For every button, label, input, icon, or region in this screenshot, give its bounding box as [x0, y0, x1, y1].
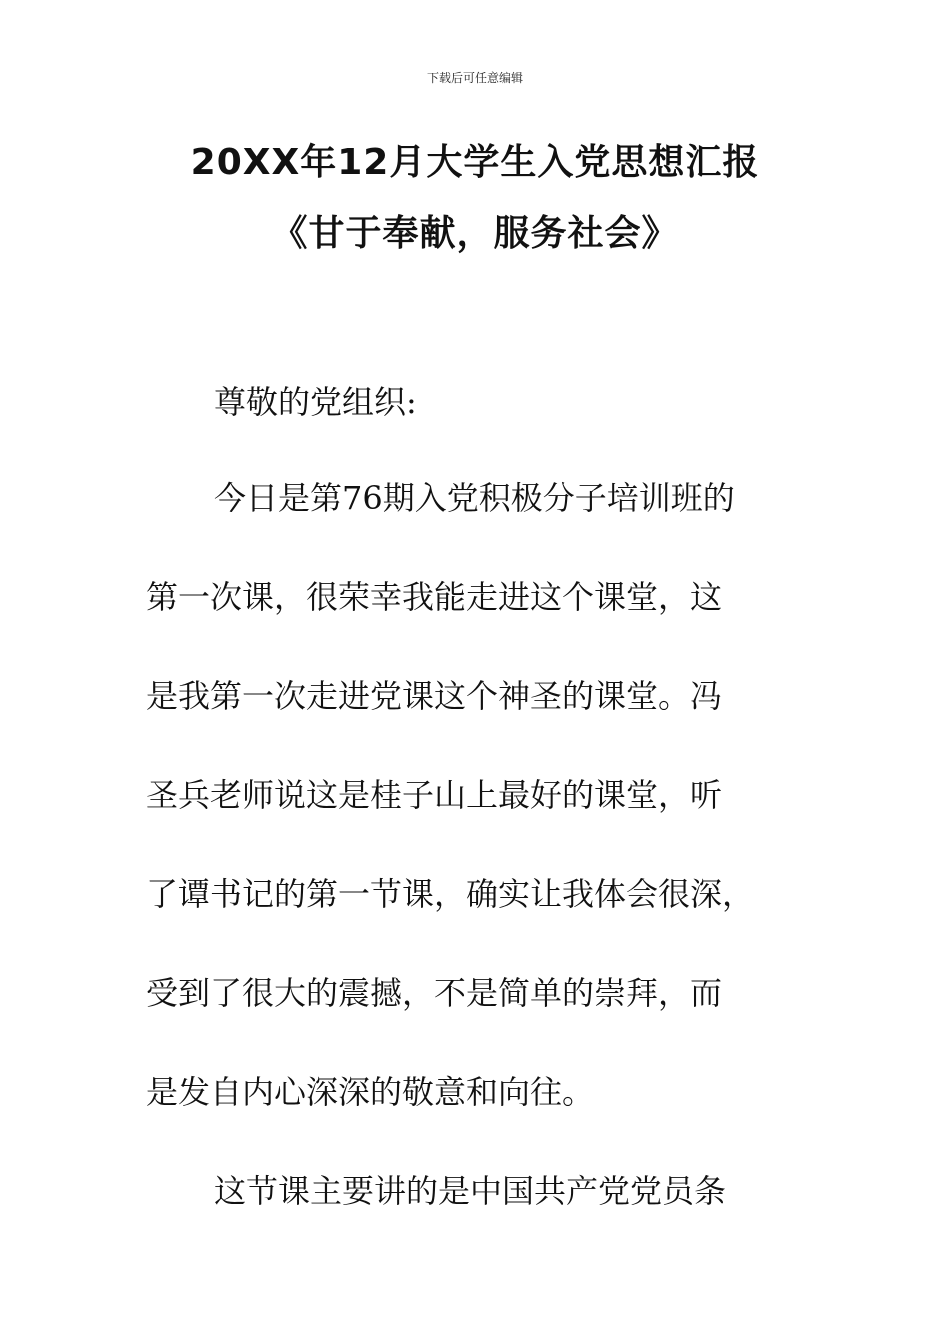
paragraph-line: 第一次课，很荣幸我能走进这个课堂，这: [146, 578, 723, 616]
document-title-line-2: 《甘于奉献，服务社会》: [271, 213, 679, 254]
paragraph-line: 了谭书记的第一节课，确实让我体会很深，: [146, 875, 755, 913]
document-title-line-1: 20XX年12月大学生入党思想汇报: [190, 142, 760, 183]
paragraph-line: 圣兵老师说这是桂子山上最好的课堂，听: [146, 776, 723, 814]
paragraph-line: 受到了很大的震撼，不是简单的崇拜，而: [146, 974, 723, 1012]
salutation: 尊敬的党组织:: [214, 383, 417, 421]
paragraph-line: 这节课主要讲的是中国共产党党员条: [214, 1172, 727, 1210]
paragraph-line: 今日是第76期入党积极分子培训班的: [214, 479, 735, 517]
header-note: 下载后可任意编辑: [426, 71, 523, 85]
paragraph-line: 是我第一次走进党课这个神圣的课堂。冯: [146, 677, 723, 715]
paragraph-line: 是发自内心深深的敬意和向往。: [146, 1073, 595, 1111]
